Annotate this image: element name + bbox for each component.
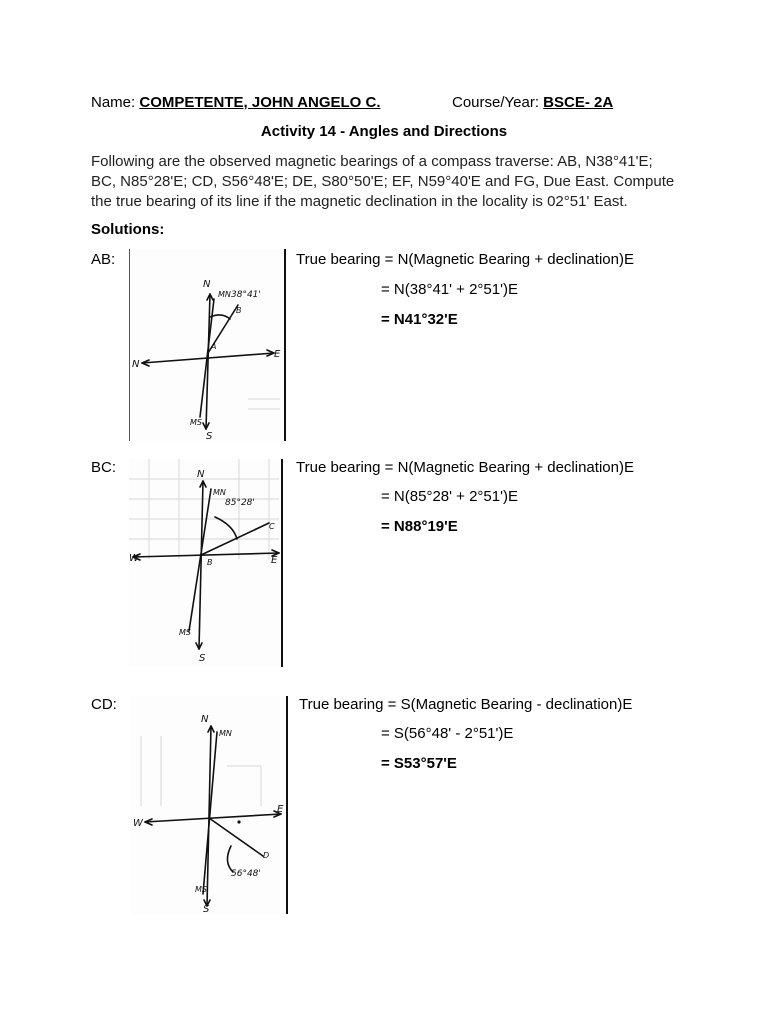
substitution-ab: = N(38°41' + 2°51')E [381, 281, 518, 298]
activity-title: Activity 14 - Angles and Directions [260, 123, 508, 140]
point-a-label-ab: A [211, 342, 217, 351]
mag-north-label-cd: MN [219, 729, 232, 738]
student-name: COMPETENTE, JOHN ANGELO C. [139, 94, 381, 111]
result-bc: = N88°19'E [381, 518, 458, 535]
substitution-cd: = S(56°48' - 2°51')E [381, 725, 514, 742]
mag-south-label-cd: MS [195, 885, 207, 894]
north-label-bc: N [197, 469, 205, 480]
west-label-bc: W [129, 553, 139, 564]
course-label: Course/Year: [452, 94, 539, 111]
substitution-bc: = N(85°28' + 2°51')E [381, 488, 518, 505]
north-label-ab: N [203, 279, 211, 290]
solution-label-bc: BC: [91, 459, 117, 476]
solution-label-ab: AB: [91, 251, 116, 268]
name-line [91, 94, 381, 112]
result-ab: = N41°32'E [381, 311, 458, 328]
solutions-heading: Solutions: [91, 221, 165, 238]
formula-bc: True bearing = N(Magnetic Bearing + declination)E [296, 459, 634, 476]
west-label-ab: N [132, 359, 140, 370]
point-b-label-bc: B [207, 558, 213, 567]
problem-line-3: the true bearing of its line if the magnetic declination in the locality is 02°51' East. [91, 193, 628, 210]
west-label-cd: W [133, 818, 143, 829]
course-year: BSCE- 2A [543, 94, 614, 111]
name-label: Name: [91, 94, 136, 111]
mag-south-label-bc: MS [179, 628, 191, 637]
bearing-diagram-ab [130, 249, 284, 441]
angle-label-bc: 85°28' [225, 498, 255, 508]
south-label-bc: S [199, 653, 206, 664]
result-cd: = S53°57'E [381, 755, 457, 772]
bearing-diagram-bc [129, 459, 281, 667]
east-label-ab: E [274, 349, 281, 360]
bearing-diagram-cd [131, 696, 286, 914]
mag-north-label-ab: MN [218, 290, 231, 299]
mag-north-label-bc: MN [213, 488, 226, 497]
east-label-cd: E [277, 804, 284, 815]
solution-label-cd: CD: [91, 696, 117, 713]
problem-statement [91, 152, 691, 212]
sketch-ab [129, 249, 286, 441]
point-c-label-bc: C [269, 522, 275, 531]
sketch-bc [129, 459, 283, 667]
course-line [452, 94, 613, 112]
sketch-cd [131, 696, 288, 914]
angle-label-ab: 38°41' [231, 290, 261, 300]
point-b-label-ab: B [236, 306, 242, 315]
north-label-cd: N [201, 714, 209, 725]
problem-line-2: BC, N85°28'E; CD, S56°48'E; DE, S80°50'E; EF, N59°40'E and FG, Due East. Compute [91, 173, 675, 190]
angle-label-cd: 56°48' [231, 869, 261, 879]
problem-line-1: Following are the observed magnetic bearings of a compass traverse: AB, N38°41'E; [91, 153, 653, 170]
south-label-ab: S [206, 431, 213, 441]
mag-south-label-ab: MS [190, 418, 202, 427]
formula-cd: True bearing = S(Magnetic Bearing - declination)E [299, 696, 633, 713]
point-d-label-cd: D [263, 851, 270, 860]
east-label-bc: E [271, 555, 278, 566]
formula-ab: True bearing = N(Magnetic Bearing + declination)E [296, 251, 634, 268]
south-label-cd: S [203, 904, 210, 914]
